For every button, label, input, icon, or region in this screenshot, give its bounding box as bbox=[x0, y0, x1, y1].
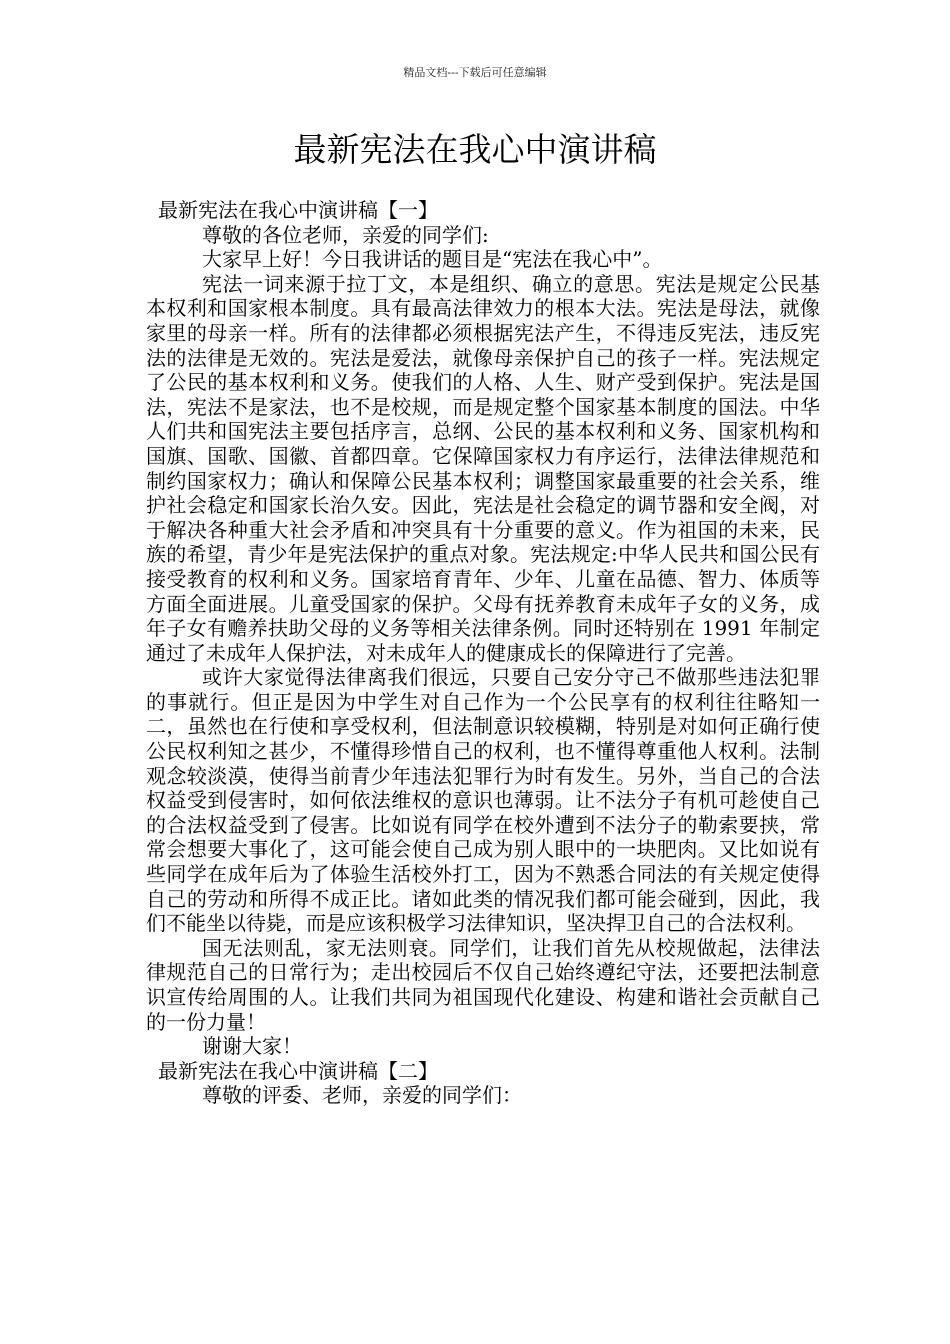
document-title: 最新宪法在我心中演讲稿 bbox=[293, 130, 657, 169]
body-paragraph: 或许大家觉得法律离我们很远，只要自己安分守己不做那些违法犯罪的事就行。但正是因为中学生对自己作为一个公民享有的权利往往略知一二，虽然也在行使和享受权利，但法制意识较模糊，特别是对如何正确行使公民权利知之甚少，不懂得珍惜自己的权利，也不懂得尊重他人权利。法制观念较淡漠，使得当前青少年违法犯罪行为时有发生。另外，当自己的合法权益受到侵害时，如何依法维权的意识也薄弱。让不法分子有机可趁使自己的合法权益受到了侵害。比如说有同学在校外遭到不法分子的勒索要挟，常常会想要大事化了，这可能会使自己成为别人眼中的一块肥肉。又比如说有些同学在成年后为了体验生活校外打工，因为不熟悉合同法的有关规定使得自己的劳动和所得不成正比。诸如此类的情况我们都可能会碰到，因此，我们不能坐以待毙，而是应该积极学习法律知识，坚决捍卫自己的合法权利。 bbox=[146, 665, 820, 936]
greeting: 大家早上好！今日我讲话的题目是“宪法在我心中”。 bbox=[202, 247, 663, 272]
body-paragraph: 宪法一词来源于拉丁文，本是组织、确立的意思。宪法是规定公民基本权利和国家根本制度。具有最高法律效力的根本大法。宪法是母法，就像家里的母亲一样。所有的法律都必须根据宪法产生，不得违反宪法，违反宪法的法律是无效的。宪法是爱法，就像母亲保护自己的孩子一样。宪法规定了公民的基本权利和义务。使我们的人格、人生、财产受到保护。宪法是国法，宪法不是家法，也不是校规，而是规定整个国家基本制度的国法。中华人们共和国宪法主要包括序言，总纲、公民的基本权利和义务、国家机构和国旗、国歌、国徽、首都四章。它保障国家权力有序运行，法律法律规范和制约国家权力；确认和保障公民基本权利；调整国家最重要的社会关系，维护社会稳定和国家长治久安。因此，宪法是社会稳定的调节器和安全阀，对于解决各种重大社会矛盾和冲突具有十分重要的意义。作为祖国的未来，民族的希望，青少年是宪法保护的重点对象。宪法规定:中华人民共和国公民有接受教育的权利和义务。国家培育青年、少年、儿童在品德、智力、体质等方面全面进展。儿童受国家的保护。父母有抚养教育未成年子女的义务，成年子女有赡养扶助父母的义务等相关法律条例。同时还特别在 1991 年制定通过了未成年人保护法，对未成年人的健康成长的保障进行了完善。 bbox=[146, 271, 820, 665]
section-heading: 最新宪法在我心中演讲稿【二】 bbox=[158, 1058, 438, 1083]
closing-thanks: 谢谢大家！ bbox=[202, 1034, 302, 1059]
salutation: 尊敬的评委、老师，亲爱的同学们： bbox=[202, 1083, 522, 1108]
document-body bbox=[146, 198, 820, 1108]
header-note: 精品文档---下载后可任意编辑 bbox=[403, 66, 547, 79]
section-heading: 最新宪法在我心中演讲稿【一】 bbox=[158, 198, 438, 222]
body-paragraph: 国无法则乱，家无法则衰。同学们，让我们首先从校规做起，法律法律规范自己的日常行为；走出校园后不仅自己始终遵纪守法，还要把法制意识宣传给周围的人。让我们共同为祖国现代化建设、构建和谐社会贡献自己的一份力量！ bbox=[146, 935, 820, 1034]
salutation: 尊敬的各位老师，亲爱的同学们: bbox=[202, 222, 489, 247]
